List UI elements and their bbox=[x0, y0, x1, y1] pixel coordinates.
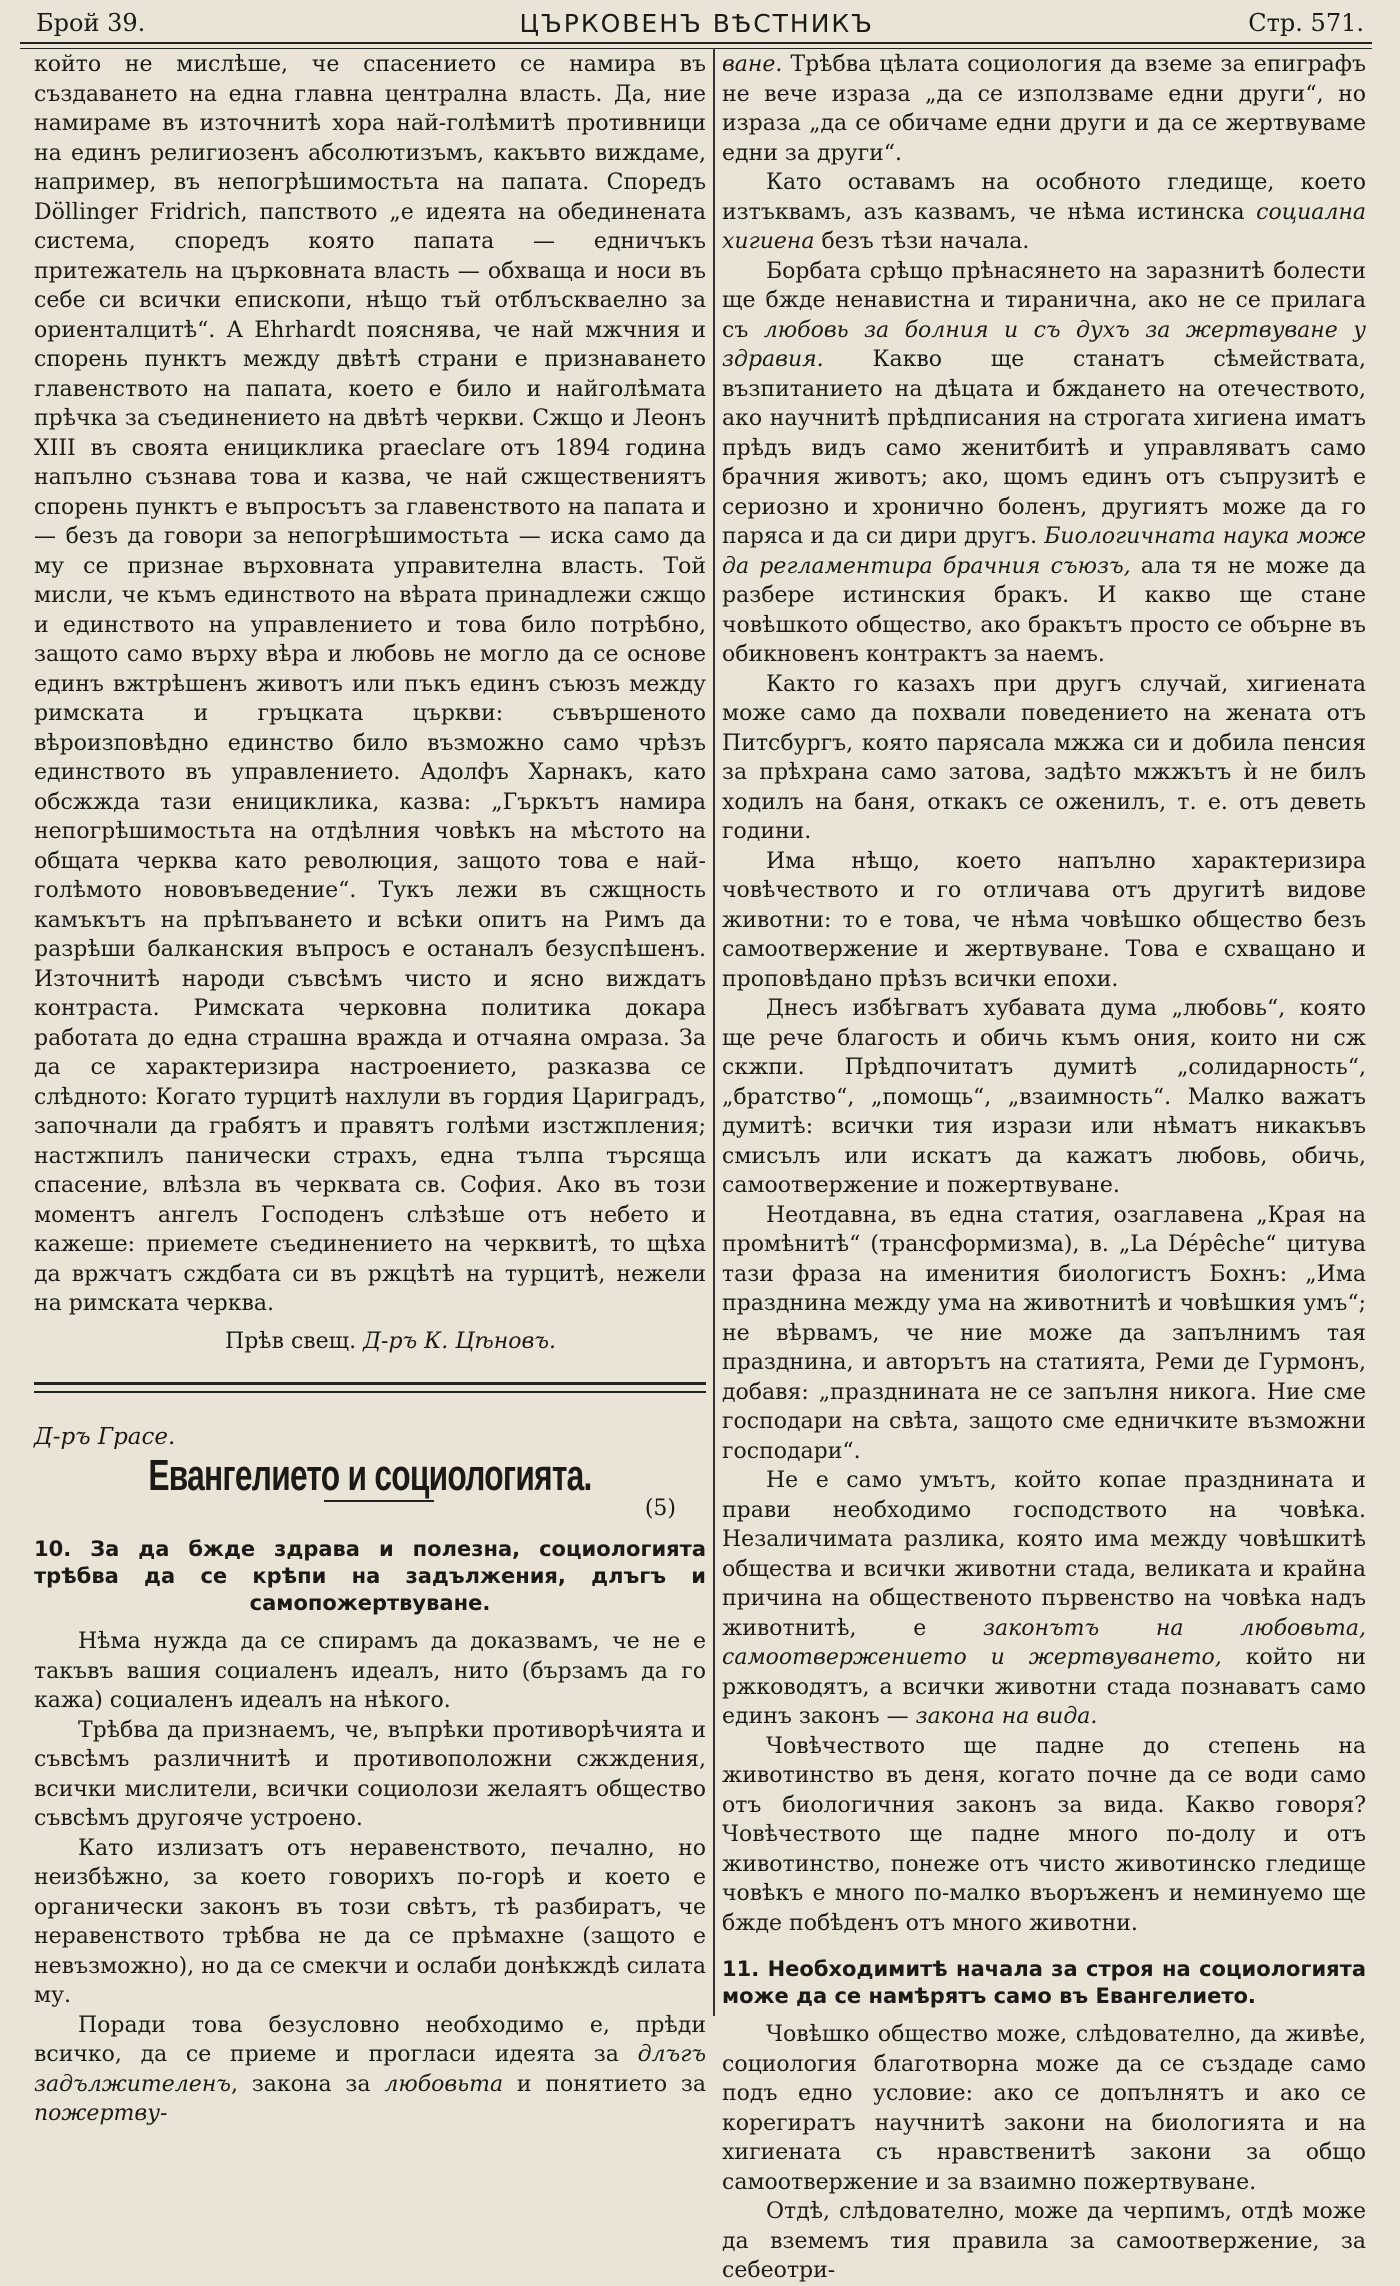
paragraph: който не мислѣше, че спасението се намира въ създаването на една главна централна власть. Да, ние намираме въ източнитѣ хора най-голѣмитѣ противници на единъ религиозенъ абсолютизъмъ, какъвто виждаме, например, въ непогрѣшимостьта на папата. Споредъ Döllinger Fridrich, папството „е идеята на обединената система, споредъ която папата — едничъкъ притежатель на църковната власть — обхваща и носи въ себе си всички епископи, нѣщо тъй отблъскваелно за ориенталцитѣ“. А Ehrhardt пояснява, че най мжчния и спорень пунктъ между двѣтѣ страни е признаването главенството на папата, което е било и найголѣмата прѣчка за съединението на двѣтѣ черкви. Сжщо и Леонъ XIII въ своята енициклика praeclare отъ 1894 година напълно съзнава това и казва, че най сжществениятъ спорень пунктъ е въпросътъ за главенството на папата и — безъ да говори за непогрѣшимостьта — иска само да му се признае върховната управителна власть. Той мисли, че къмъ единството на вѣрата принадлежи сжщо и единството на управлението и това било потрѣбно, защото само върху вѣра и любовь не могло да се основе единъ вжтрѣшенъ животъ или пъкъ единъ съюзъ между римската и гръцката църкви: съвършеното вѣроизповѣдно единство било възможно само чрѣзъ единството въ управлението. Адолфъ Харнакъ, като обсжжда тази енициклика, казва: „Гъркътъ намира непогрѣшимостьта на отдѣлния човѣкъ на мѣстото на общата черква като революция, защото това е най-голѣмото нововъведение“. Тукъ лежи въ сжщность камъкътъ на прѣпъването и всѣки опитъ на Римъ да разрѣши балканския въпросъ е останалъ безуспѣшенъ. Източнитѣ народи съвсѣмъ чисто и ясно виждатъ контраста. Римската черковна политика докара работата до една страшна вражда и отчаяна омраза. За да се характеризира настроението, разказва се слѣдното: Когато турцитѣ нахлули въ гордия Цариградъ, започнали да грабятъ и правятъ голѣми изстжпления; настжпилъ панически страхъ, една тълпа търсяща спасение, влѣзла въ черквата св. София. Ако въ този моментъ ангелъ Господенъ слѣзѣше отъ небето и кажеше: приемете съединението на черквитѣ, то щѣха да вржчатъ сждбата си въ ржцѣтѣ на турцитѣ, нежели на римската черква. bbox=[34, 52, 706, 1316]
paragraph bbox=[722, 1466, 1366, 1732]
paragraph bbox=[722, 257, 1366, 670]
article-title: Евангелието и социологията. bbox=[148, 1450, 592, 1500]
title-rule bbox=[324, 1500, 434, 1502]
left-column bbox=[34, 50, 706, 2126]
paragraph: Както го казахъ при другъ случай, хигиената може само да похвали поведението на жената отъ Питсбургъ, която парясала мжжа си и добила пенсия за прѣхрана само затова, задѣто мжжътъ ѝ не билъ ходилъ на баня, откакъ се оженилъ, т. е. отъ деветь години. bbox=[722, 671, 1366, 844]
emphasis: любовь за болния и съ духъ за жертвуване у здравия. bbox=[722, 317, 1367, 372]
page-number: Стр. 571. bbox=[1248, 9, 1364, 37]
signature bbox=[34, 1327, 706, 1357]
text-run: Не е само умътъ, който копае празднината и прави необходимо господството на човѣка. Незаличимата разлика, която има между човѣшкитѣ общества и всички животни стада, великата и крайна причина на общественото първенство на човѣка надъ животнитѣ, е bbox=[722, 1468, 1366, 1641]
text-run: , закона за bbox=[230, 2071, 385, 2097]
emphasis: длъгъ задължителенъ bbox=[34, 2042, 706, 2097]
section-heading: 11. Необходимитѣ начала за строя на социологията може да се намѣрятъ само въ Евангелието. bbox=[722, 1957, 1366, 2008]
paragraph: Има нѣщо, което напълно характеризира човѣчеството и го отличава отъ другитѣ видове животни: то е това, че нѣма човѣшко общество безъ самоотвержение и жертвуване. Това е схващано и проповѣдано прѣзъ всички епохи. bbox=[722, 848, 1366, 992]
emphasis: пожертву- bbox=[34, 2101, 168, 2126]
article-author: Д-ръ Грасе. bbox=[34, 1424, 176, 1450]
section-heading: 10. За да бжде здрава и полезна, социологията трѣбва да се крѣпи на задължения, длъгъ и самопожертвуване. bbox=[34, 1537, 706, 1615]
text-run: който ни ржководятъ, а всички животни стада познаватъ само единъ законъ — bbox=[722, 1645, 1366, 1729]
right-column bbox=[722, 50, 1367, 2283]
newspaper-title: ЦЪРКОВЕНЪ ВѢСТНИКЪ bbox=[519, 8, 874, 38]
text-run: безъ тѣзи начала. bbox=[814, 229, 1030, 254]
page-header bbox=[36, 8, 1364, 38]
text-run: Трѣбва цѣлата социология да вземе за епиграфъ не вече израза „да се използваме едни други“, но израза „да се обичаме едни други и да се жертвуваме едни за други“. bbox=[722, 52, 1366, 166]
emphasis: закона на вида. bbox=[915, 1704, 1098, 1729]
paragraph: Нѣма нужда да се спирамъ да доказвамъ, че не е такъвъ вашия социаленъ идеалъ, нито (бързамъ да го кажа) социаленъ идеалъ на нѣкого. bbox=[34, 1629, 706, 1713]
text-run: Какво ще станатъ сѣмействата, възпитанието на дѣцата и бждането на отечеството, ако научнитѣ прѣдписания на строгата хигиена иматъ прѣдъ видъ само женитбитѣ и управляватъ само брачния животъ; ако, щомъ единъ отъ съпрузитѣ е сериозно и хронично боленъ, другиятъ може да го парясa и да си дири другъ. bbox=[722, 347, 1366, 549]
header-rule bbox=[20, 42, 1372, 49]
part-number: (5) bbox=[644, 1496, 676, 1521]
paragraph: Днесъ избѣгватъ хубавата дума „любовь“, която ще рече благость и обичь къмъ ония, които ни сж скжпи. Прѣдпочитатъ думитѣ „солидарность“, „братство“, „помощь“, „взаимность“. Малко важатъ думитѣ: всички тия изрази или нѣматъ никакъвъ смисълъ или искатъ да кажатъ любовь, обичь, самоотвержение и пожертвуване. bbox=[722, 996, 1366, 1198]
emphasis: любовьта bbox=[384, 2071, 504, 2097]
text-run: и понятието за bbox=[503, 2071, 706, 2097]
paragraph: Неотдавна, въ една статия, озаглавена „Края на промѣнитѣ“ (трансформизма), в. „La Dépêche“ цитува тази фраза на именития биологистъ Бохнъ: „Има празднина между ума на животнитѣ и човѣшкия умъ“; не вѣрвамъ, че ние може да запълнимъ тая празднина, и авторътъ на статията, Реми де Гурмонъ, добавя: „празднината не се запълня никога. Ние сме господари на свѣта, защото сме едничките възможни господари“. bbox=[722, 1202, 1366, 1464]
article-separator bbox=[34, 1382, 706, 1393]
emphasis: законътъ на любовьта, самоотвержението и жертвуването, bbox=[722, 1615, 1367, 1670]
emphasis: ване. bbox=[722, 52, 783, 77]
text-run: Като оставамъ на особното гледище, което изтъквамъ, азъ казвамъ, че нѣма истинска bbox=[722, 170, 1366, 225]
issue-number: Брой 39. bbox=[36, 9, 146, 37]
paragraph: Човѣчеството ще падне до степень на животинство въ деня, когато почне да се води само отъ биологичния законъ за вида. Какво говоря? Човѣчеството ще падне много по-долу и отъ животинство, понеже отъ чисто животинско гледище човѣкъ е много по-малко въоръженъ и неминуемо ще бжде побѣденъ отъ много животни. bbox=[722, 1733, 1366, 1936]
paragraph: Като излизатъ отъ неравенството, печално, но неизбѣжно, за което говорихъ по-горѣ и което е органически законъ въ този свѣтъ, тѣ разбиратъ, че неравенството трѣбва не да се прѣмахне (защото е невъзможно), но да се смекчи и ослаби донѣкждѣ силата му. bbox=[34, 1835, 706, 2008]
paragraph bbox=[34, 2011, 706, 2129]
emphasis: социална хигиена bbox=[722, 199, 1366, 254]
text-run: ала тя не може да разбере истинския бракъ. И какво ще стане човѣшкото общество, ако бракътъ просто се обърне въ обикновенъ контрактъ за наемъ. bbox=[722, 553, 1366, 667]
paragraph bbox=[722, 50, 1366, 168]
text-run: Поради това безусловно необходимо е, прѣди всичко, да се приеме и прогласи идеята за bbox=[34, 2012, 706, 2067]
column-divider bbox=[713, 48, 715, 2016]
title-rule-row bbox=[34, 1494, 706, 1528]
text-run: Борбата срѣщо прѣнасянето на заразнитѣ болести ще бжде ненавистна и тиранична, ако не се прилага съ bbox=[722, 258, 1366, 343]
paragraph: Човѣшко общество може, слѣдователно, да живѣе, социология благотворна може да се създаде само подъ едно условие: ако се допълнятъ и ако се корегиратъ научнитѣ закони на биологията и на хигиената съ нравственитѣ закони за общо самоотвержение и за взаимно пожертвуване. bbox=[722, 2022, 1366, 2195]
paragraph: Отдѣ, слѣдователно, може да черпимъ, отдѣ може да вземемъ тия правила за самоотвержение, за себеотри- bbox=[722, 2199, 1366, 2283]
paragraph bbox=[722, 168, 1366, 257]
paragraph: Трѣбва да признаемъ, че, въпрѣки противорѣчията и съвсѣмъ различнитѣ и противоположни сжждения, всички мислители, всички социолози желаятъ общество съвсѣмъ другояче устроено. bbox=[34, 1717, 706, 1831]
signature-name: Д-ръ К. Цѣновъ. bbox=[363, 1328, 556, 1354]
signature-prefix: Прѣв свещ. bbox=[225, 1328, 357, 1354]
emphasis: Биологичната наука може да регламентира брачния съюзъ, bbox=[722, 524, 1366, 579]
